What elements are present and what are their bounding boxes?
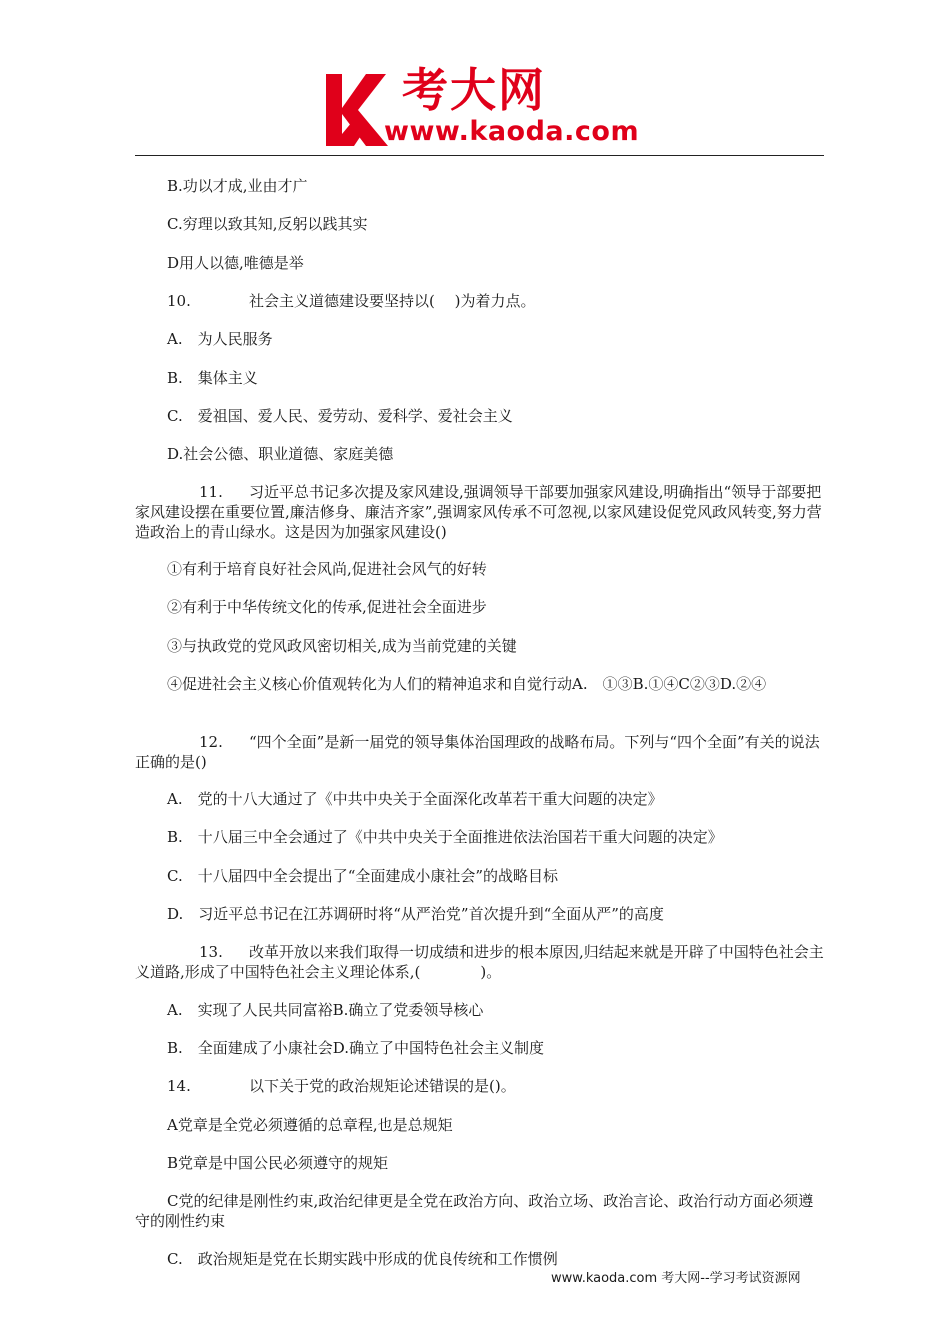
option-line: A. 为人民服务 — [167, 330, 273, 348]
question-text: 社会主义道德建设要坚持以( )为着力点。 — [249, 292, 536, 310]
question-number: 10. — [167, 292, 191, 310]
logo-title: 考大网 — [402, 63, 546, 117]
option-line: D. 习近平总书记在江苏调研时将“从严治党”首次提升到“全面从严”的高度 — [167, 905, 664, 923]
option-line: A. 党的十八大通过了《中共中央关于全面深化改革若干重大问题的决定》 — [167, 790, 663, 808]
question-number: 13. — [199, 943, 223, 961]
question-number: 14. — [167, 1077, 191, 1095]
option-line: ①有利于培育良好社会风尚,促进社会风气的好转 — [167, 560, 487, 578]
logo-url: www.kaoda.com — [384, 116, 640, 147]
option-line: ②有利于中华传统文化的传承,促进社会全面进步 — [167, 598, 487, 616]
question-text: 习近平总书记多次提及家风建设,强调领导干部要加强家风建设,明确指出“领导于部要把家风建设摆在重要位置,廉洁修身、廉洁齐家”,强调家风传承不可忽视,以家风建设促党风政风转变,努力营造政治上的青山绿水。这是因为加强家风建设() — [135, 483, 822, 541]
option-line: C. 爱祖国、爱人民、爱劳动、爱科学、爱社会主义 — [167, 407, 513, 425]
option-line: A党章是全党必须遵循的总章程,也是总规矩 — [167, 1116, 453, 1134]
question-10 — [135, 291, 857, 311]
question-11 — [135, 482, 825, 542]
question-text: “四个全面”是新一届党的领导集体治国理政的战略布局。下列与“四个全面”有关的说法正确的是() — [135, 733, 820, 771]
question-13 — [135, 942, 825, 982]
option-line: A. 实现了人民共同富裕B.确立了党委领导核心 — [167, 1001, 484, 1019]
question-number: 12. — [199, 733, 223, 751]
option-line: B党章是中国公民必须遵守的规矩 — [167, 1154, 389, 1172]
option-line: B. 十八届三中全会通过了《中共中央关于全面推进依法治国若干重大问题的决定》 — [167, 828, 723, 846]
option-line: B. 集体主义 — [167, 369, 258, 387]
question-12 — [135, 732, 825, 772]
option-line: ④促进社会主义核心价值观转化为人们的精神追求和自觉行动A. ①③B.①④C②③D.②④ — [167, 675, 767, 693]
question-text: 以下关于党的政治规矩论述错误的是()。 — [249, 1077, 516, 1095]
option-line: C党的纪律是刚性约束,政治纪律更是全党在政治方向、政治立场、政治言论、政治行动方面必须遵守的刚性约束 — [135, 1192, 814, 1230]
option-line: C. 政治规矩是党在长期实践中形成的优良传统和工作惯例 — [167, 1250, 558, 1268]
option-line: C. 十八届四中全会提出了“全面建成小康社会”的战略目标 — [167, 867, 559, 885]
kaoda-logo — [322, 62, 652, 154]
question-14 — [135, 1076, 857, 1096]
footer-text: www.kaoda.com 考大网--学习考试资源网 — [551, 1271, 801, 1286]
option-line: B.功以才成,业由才广 — [167, 177, 308, 195]
question-number: 11. — [199, 483, 223, 501]
option-line: D用人以德,唯德是举 — [167, 254, 304, 272]
question-text: 改革开放以来我们取得一切成绩和进步的根本原因,归结起来就是开辟了中国特色社会主义道路,形成了中国特色社会主义理论体系,( )。 — [135, 943, 824, 981]
option-line: ③与执政党的党风政风密切相关,成为当前党建的关键 — [167, 637, 517, 655]
option-line: B. 全面建成了小康社会D.确立了中国特色社会主义制度 — [167, 1039, 545, 1057]
option-line: C.穷理以致其知,反躬以践其实 — [167, 215, 368, 233]
header-divider — [135, 155, 824, 156]
option-line: D.社会公德、职业道德、家庭美德 — [167, 445, 394, 463]
